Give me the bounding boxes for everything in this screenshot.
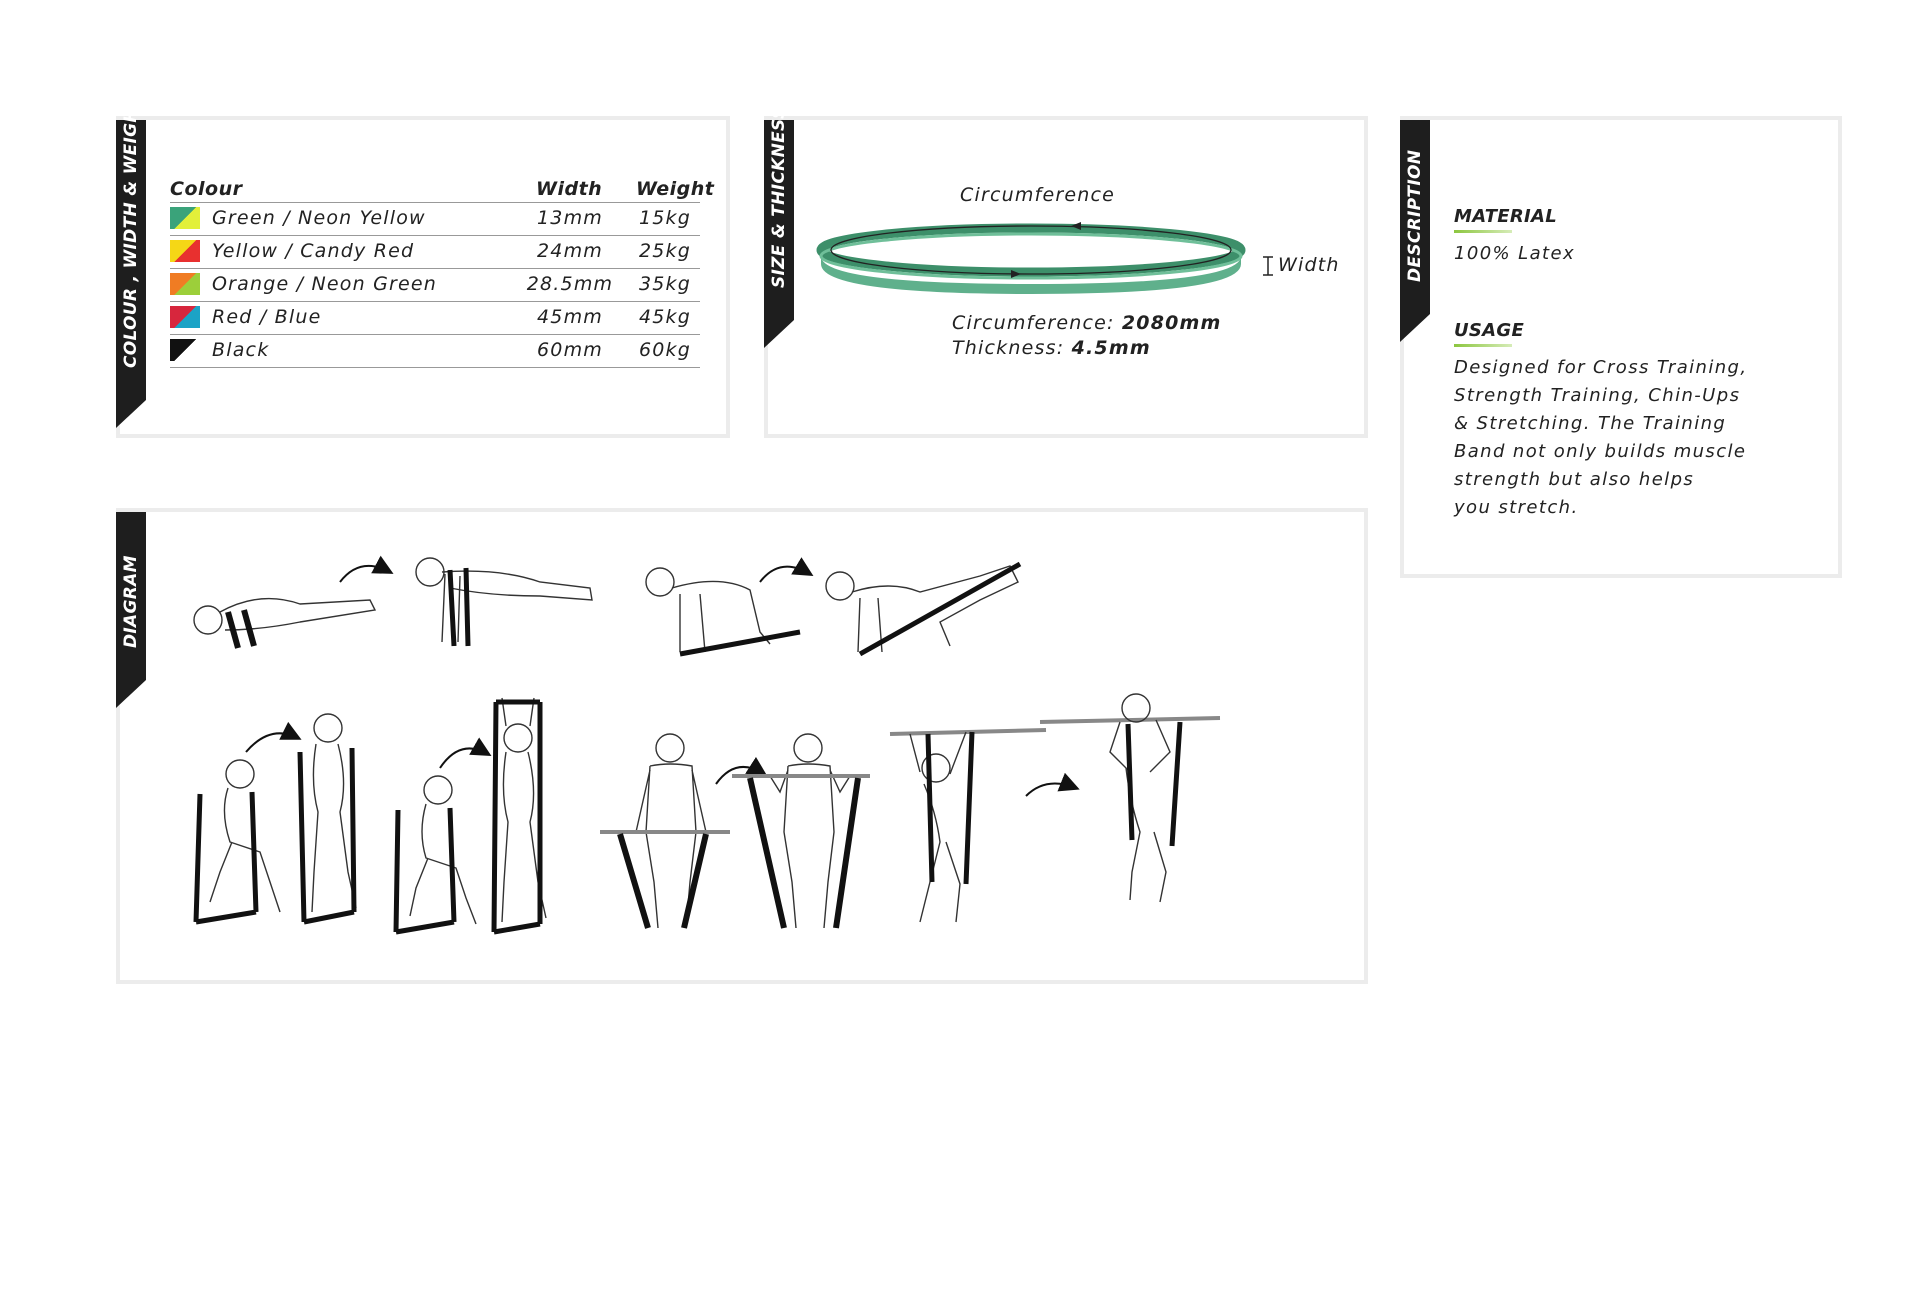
- colour-table-header: [170, 172, 715, 203]
- colour-width-weight-panel: [116, 96, 730, 438]
- colour-width: 60mm: [537, 339, 603, 361]
- width-label: Width: [1278, 254, 1340, 276]
- arrow-icon: [1026, 784, 1076, 797]
- colour-table: [170, 172, 715, 368]
- colour-tab-label: COLOUR , WIDTH & WEIGHT: [121, 96, 141, 368]
- colour-swatch-icon: [170, 273, 200, 295]
- colour-swatch-icon: [170, 240, 200, 262]
- arrow-icon: [246, 733, 298, 752]
- description-tab-label: DESCRIPTION: [1405, 149, 1425, 282]
- usage-underline: [1454, 344, 1512, 347]
- colour-row: [170, 335, 700, 368]
- thickness-spec-label: Thickness:: [952, 337, 1065, 359]
- kneeling-kick-figure: [826, 564, 1020, 654]
- colour-name: Red / Blue: [212, 306, 322, 328]
- colour-tab: [116, 96, 146, 400]
- colour-weight: 35kg: [638, 273, 692, 295]
- usage-line: & Stretching. The Training: [1454, 413, 1727, 434]
- pushup-down-figure: [194, 599, 375, 648]
- width-indicator-icon: [1262, 256, 1274, 276]
- colour-name: Yellow / Candy Red: [212, 240, 415, 262]
- colour-swatch-icon: [170, 207, 200, 229]
- thickness-spec: [952, 337, 1151, 359]
- pullup-hang-figure: [890, 730, 1046, 922]
- header-width: Width: [536, 178, 603, 200]
- squat-up-figure: [300, 714, 356, 922]
- circumference-spec-value: 2080mm: [1121, 312, 1222, 334]
- diagram-panel: [116, 508, 1368, 984]
- header-colour: Colour: [170, 178, 243, 200]
- material-value: 100% Latex: [1454, 243, 1576, 264]
- colour-row: [170, 302, 700, 335]
- colour-name: Black: [212, 339, 270, 361]
- usage-heading: USAGE: [1454, 320, 1525, 341]
- colour-row: [170, 203, 700, 236]
- colour-weight: 15kg: [638, 207, 692, 229]
- colour-width: 28.5mm: [526, 273, 614, 295]
- arrow-icon: [340, 566, 390, 582]
- colour-name: Orange / Neon Green: [212, 273, 438, 295]
- colour-name: Green / Neon Yellow: [212, 207, 426, 229]
- circumference-label: Circumference: [960, 184, 1116, 206]
- size-thickness-panel: [764, 106, 1368, 438]
- colour-width: 24mm: [537, 240, 603, 262]
- usage-line: Band not only builds muscle: [1454, 441, 1747, 462]
- colour-row: [170, 269, 700, 302]
- squat-down-figure: [196, 760, 280, 922]
- header-weight: Weight: [636, 178, 715, 200]
- colour-width: 45mm: [537, 306, 603, 328]
- usage-line: strength but also helps: [1454, 469, 1695, 490]
- curl-down-figure: [600, 734, 730, 928]
- material-underline: [1454, 230, 1512, 233]
- colour-weight: 60kg: [638, 339, 692, 361]
- colour-weight: 45kg: [638, 306, 692, 328]
- usage-line: Designed for Cross Training,: [1454, 357, 1748, 378]
- material-heading: MATERIAL: [1454, 206, 1558, 227]
- band-illustration: [816, 212, 1286, 302]
- usage-line: you stretch.: [1454, 497, 1579, 518]
- squat-press-up-figure: [494, 698, 546, 932]
- colour-width: 13mm: [537, 207, 603, 229]
- arrow-icon: [760, 567, 810, 582]
- size-tab-label: SIZE & THICKNESS: [769, 106, 789, 288]
- thickness-spec-value: 4.5mm: [1071, 337, 1151, 359]
- exercise-illustrations: [120, 512, 1360, 980]
- circumference-spec-label: Circumference:: [952, 312, 1115, 334]
- colour-swatch-icon: [170, 339, 200, 361]
- colour-row: [170, 236, 700, 269]
- pullup-top-figure: [1040, 694, 1220, 902]
- arrow-icon: [440, 748, 488, 768]
- pushup-up-figure: [416, 558, 592, 646]
- curl-up-figure: [732, 734, 870, 928]
- kneeling-start-figure: [646, 568, 800, 654]
- diagram-tab-label: DIAGRAM: [121, 555, 141, 648]
- description-panel: [1400, 116, 1842, 578]
- size-tab: [764, 106, 794, 320]
- circumference-spec: [952, 312, 1222, 334]
- colour-weight: 25kg: [638, 240, 692, 262]
- colour-swatch-icon: [170, 306, 200, 328]
- description-tab: [1400, 120, 1430, 314]
- usage-text: [1454, 354, 1748, 522]
- squat-press-down-figure: [396, 776, 476, 932]
- usage-line: Strength Training, Chin-Ups: [1454, 385, 1741, 406]
